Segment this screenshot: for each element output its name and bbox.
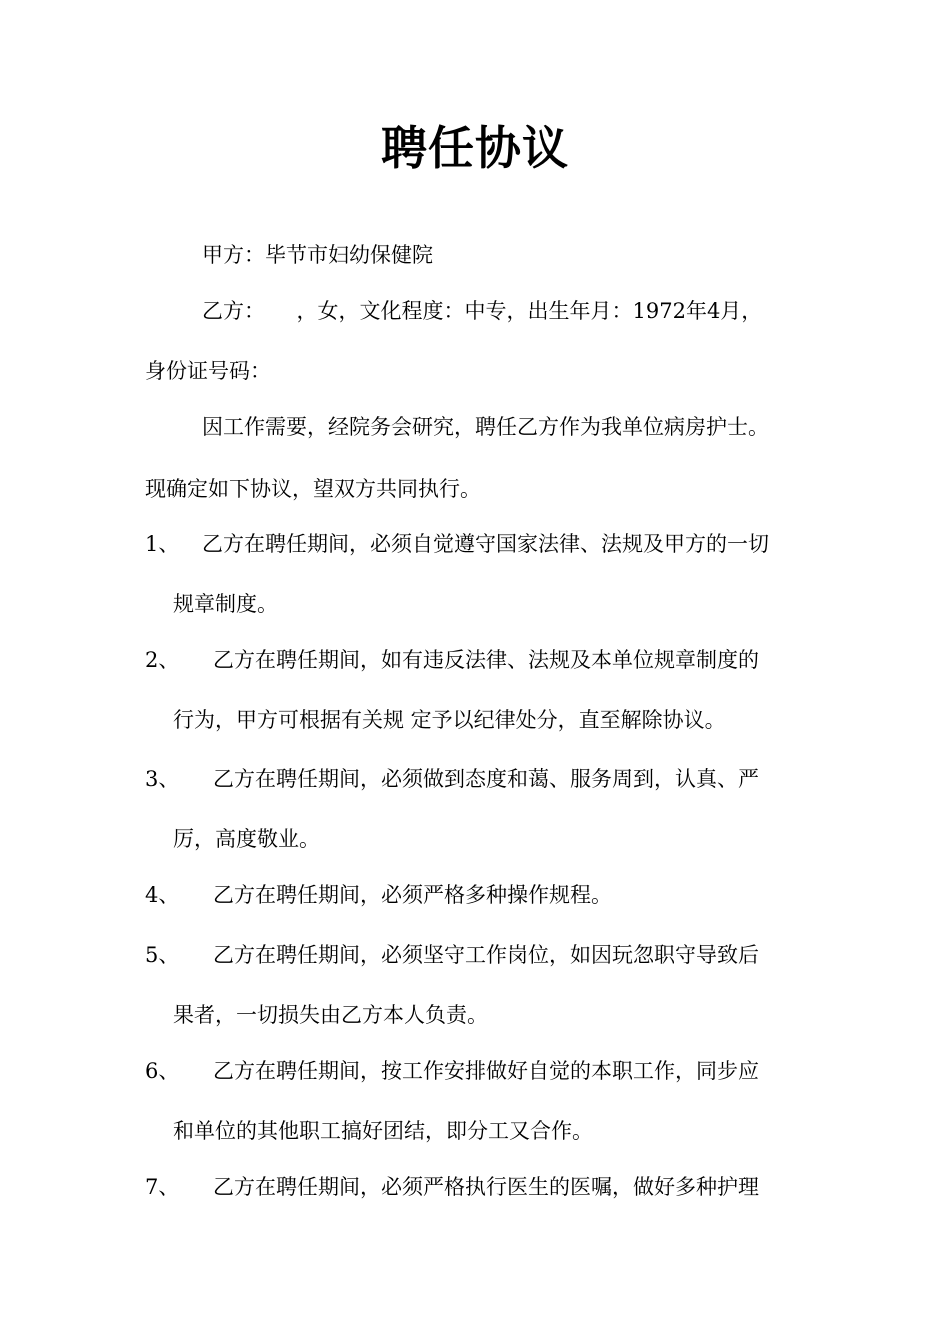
clause-text: 乙方在聘任期间，必须自觉遵守国家法律、法规及甲方的一切 [202, 532, 769, 556]
clause-text: 乙方在聘任期间，必须严格执行医生的医嘱，做好多种护理 [213, 1175, 759, 1199]
clause-text-continued: 果者，一切损失由乙方本人负责。 [173, 1003, 488, 1027]
clause-number: 2、 [145, 648, 180, 672]
clause-text: 乙方在聘任期间，必须做到态度和蔼、服务周到，认真、严 [213, 767, 759, 791]
clause-text: 乙方在聘任期间，必须严格多种操作规程。 [213, 883, 612, 907]
clause-text-continued: 规章制度。 [173, 592, 278, 616]
clause-number: 1、 [145, 532, 180, 556]
intro-line-2: 现确定如下协议，望双方共同执行。 [145, 477, 481, 501]
clause-number: 3、 [145, 767, 180, 791]
party-b-id-line: 身份证号码： [145, 359, 271, 383]
clause-number: 6、 [145, 1059, 180, 1083]
clause-text: 乙方在聘任期间，如有违反法律、法规及本单位规章制度的 [213, 648, 759, 672]
clause-text-continued: 厉，高度敬业。 [173, 827, 320, 851]
document-title: 聘任协议 [381, 121, 569, 175]
clause-text-continued: 行为，甲方可根据有关规 定予以纪律处分，直至解除协议。 [173, 708, 726, 732]
party-a-line: 甲方：毕节市妇幼保健院 [202, 243, 433, 267]
clause-number: 4、 [145, 883, 180, 907]
clause-text-continued: 和单位的其他职工搞好团结，即分工又合作。 [173, 1119, 593, 1143]
clause-number: 7、 [145, 1175, 180, 1199]
intro-line-1: 因工作需要，经院务会研究，聘任乙方作为我单位病房护士。 [202, 415, 769, 439]
clause-text: 乙方在聘任期间，必须坚守工作岗位，如因玩忽职守导致后 [213, 943, 759, 967]
clause-text: 乙方在聘任期间，按工作安排做好自觉的本职工作，同步应 [213, 1059, 759, 1083]
clause-number: 5、 [145, 943, 180, 967]
party-b-line: 乙方： ，女，文化程度：中专，出生年月：1972年4月， [202, 299, 763, 323]
